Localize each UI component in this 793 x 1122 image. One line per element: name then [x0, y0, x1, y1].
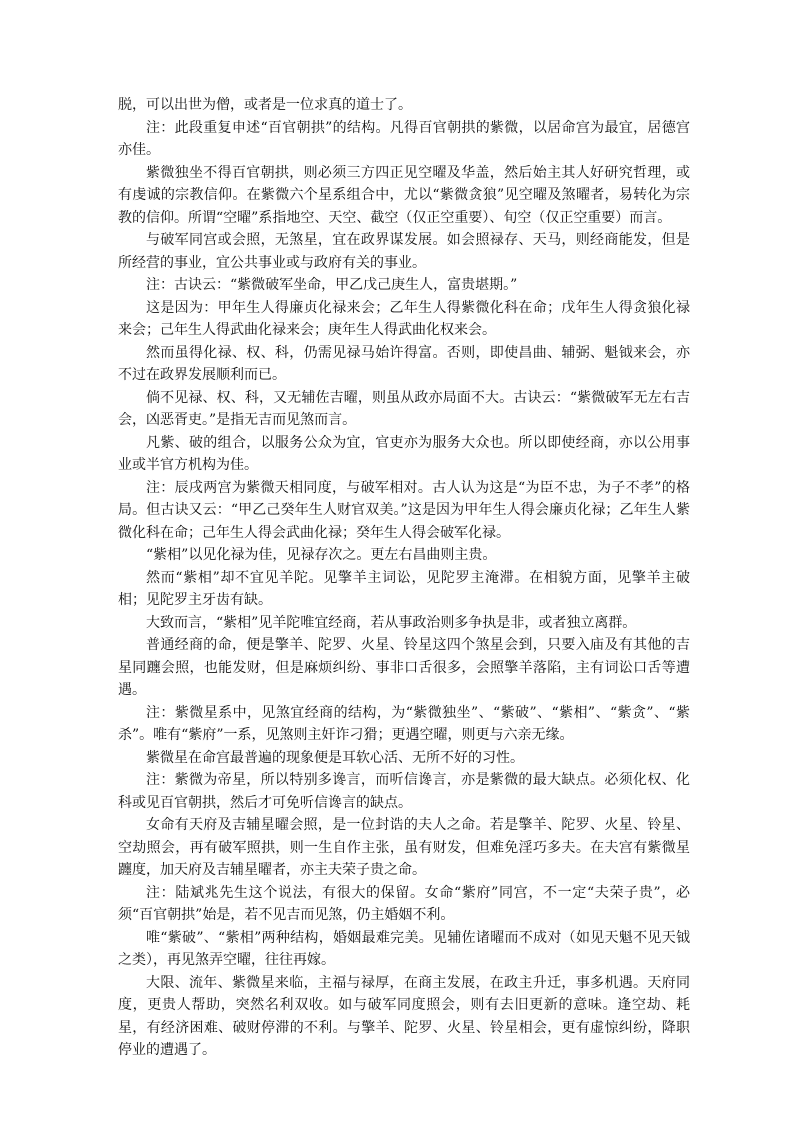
paragraph: 注：陆斌兆先生这个说法，有很大的保留。女命“紫府”同宫，不一定“夫荣子贵”，必须“百官朝拱”始是，若不见吉而见煞，仍主婚姻不利。 [118, 884, 690, 923]
paragraph: 然而虽得化禄、权、科，仍需见禄马始许得富。否则，即使昌曲、辅弼、魁钺来会，亦不过在政界发展顺利而已。 [118, 344, 690, 383]
paragraph: 注：紫微星系中，见煞宜经商的结构，为“紫微独坐”、“紫破”、“紫相”、“紫贪”、“紫杀”。唯有“紫府”一系，见煞则主奸诈刁猾；更遇空曜，则更与六亲无缘。 [118, 704, 690, 743]
document-page [118, 94, 690, 1062]
paragraph: 与破军同宫或会照，无煞星，宜在政界谋发展。如会照禄存、天马，则经商能发，但是所经营的事业，宜公共事业或与政府有关的事业。 [118, 232, 690, 271]
paragraph: 注：紫微为帝星，所以特别多谗言，而听信谗言，亦是紫微的最大缺点。必须化权、化科或见百官朝拱，然后才可免听信谗言的缺点。 [118, 772, 690, 811]
paragraph: “紫相”以见化禄为佳，见禄存次之。更左右昌曲则主贵。 [146, 547, 497, 563]
paragraph: 大致而言，“紫相”见羊陀唯宜经商，若从事政治则多争执是非，或者独立离群。 [146, 614, 637, 631]
paragraph: 注：辰戌两宫为紫微天相同度，与破军相对。古人认为这是“为臣不忠，为子不孝”的格局。但古诀又云：“甲乙己癸年生人财官双美。”这是因为甲年生人得会廉贞化禄；乙年生人紫微化科在命；己年生人得会武曲化禄；癸年生人得会破军化禄。 [118, 479, 690, 541]
paragraph: 注：此段重复申述“百官朝拱”的结构。凡得百官朝拱的紫微，以居命宫为最宜，居德宫亦佳。 [118, 119, 690, 158]
paragraph: 紫微星在命宫最普遍的现象便是耳软心活、无所不好的习性。 [146, 749, 524, 766]
paragraph: 紫微独坐不得百官朝拱，则必须三方四正见空曜及华盖，然后始主其人好研究哲理，或有虔诚的宗教信仰。在紫微六个星系组合中，尤以“紫微贪狼”见空曜及煞曜者，易转化为宗教的信仰。所谓“空曜”系指地空、天空、截空（仅正空重要）、旬空（仅正空重要）而言。 [118, 164, 690, 226]
paragraph: 脱，可以出世为僧，或者是一位求真的道士了。 [118, 97, 412, 113]
paragraph: 倘不见禄、权、科，又无辅佐吉曜，则虽从政亦局面不大。古诀云：“紫微破军无左右吉会，凶恶胥吏。”是指无吉而见煞而言。 [118, 389, 690, 428]
paragraph: 唯“紫破”、“紫相”两种结构，婚姻最难完美。见辅佐诸曜而不成对（如见天魁不见天钺之类），再见煞弄空曜，往往再嫁。 [118, 929, 690, 968]
paragraph: 注：古诀云：“紫微破军坐命，甲乙戊己庚生人，富贵堪期。” [146, 277, 518, 293]
paragraph: 凡紫、破的组合，以服务公众为宜，官吏亦为服务大众也。所以即使经商，亦以公用事业或半官方机构为佳。 [118, 434, 690, 473]
paragraph: 女命有天府及吉辅星曜会照，是一位封诰的夫人之命。若是擎羊、陀罗、火星、铃星、空劫照会，再有破军照拱，则一生自作主张，虽有财发，但难免淫巧多夫。在夫宫有紫微星躔度，加天府及吉辅星曜者，亦主夫荣子贵之命。 [118, 817, 690, 878]
paragraph: 这是因为：甲年生人得廉贞化禄来会；乙年生人得紫微化科在命；戊年生人得贪狼化禄来会；己年生人得武曲化禄来会；庚年生人得武曲化权来会。 [118, 299, 690, 338]
paragraph: 然而“紫相”却不宜见羊陀。见擎羊主词讼，见陀罗主淹滞。在相貌方面，见擎羊主破相；见陀罗主牙齿有缺。 [118, 569, 690, 608]
paragraph: 普通经商的命，便是擎羊、陀罗、火星、铃星这四个煞星会到，只要入庙及有其他的吉星同躔会照，也能发财，但是麻烦纠纷、事非口舌很多，会照擎羊落陷，主有词讼口舌等遭遇。 [118, 637, 690, 698]
paragraph: 大限、流年、紫微星来临，主福与禄厚，在商主发展，在政主升迁，事多机遇。天府同度，更贵人帮助，突然名利双收。如与破军同度照会，则有去旧更新的意味。逢空劫、耗星，有经济困难、破财停滞的不利。与擎羊、陀罗、火星、铃星相会，更有虚惊纠纷，降职停业的遭遇了。 [118, 974, 690, 1058]
